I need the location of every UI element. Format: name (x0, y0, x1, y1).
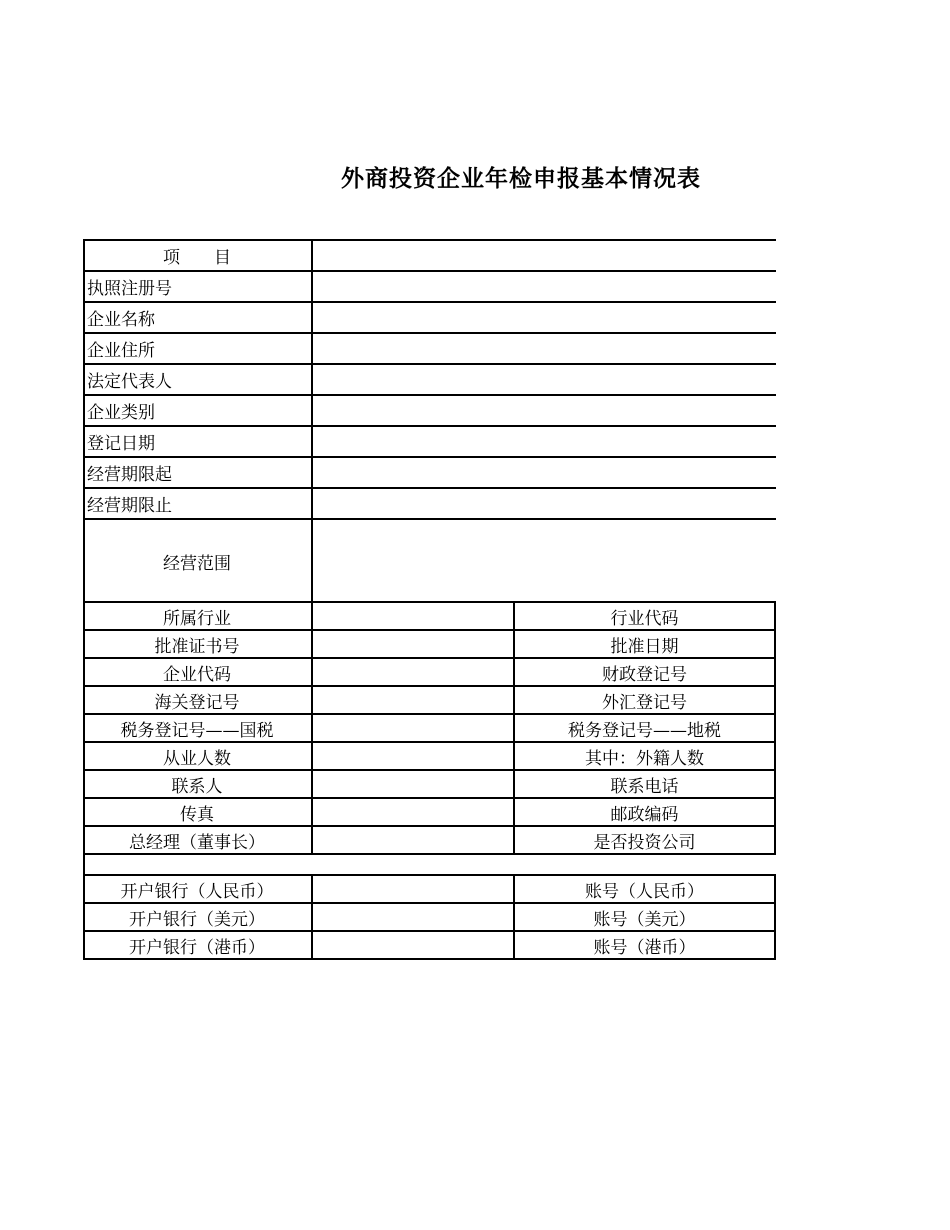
row-border (83, 853, 776, 855)
field-label: 法定代表人 (87, 371, 172, 392)
bank-left-value[interactable] (313, 904, 513, 930)
paired-left-value[interactable] (313, 603, 513, 629)
field-label: 企业名称 (87, 309, 155, 330)
paired-right-label: 财政登记号 (602, 664, 687, 685)
col-border (311, 239, 313, 855)
bank-right-label: 账号（美元） (593, 909, 696, 930)
right-border (774, 874, 776, 960)
field-value[interactable] (313, 302, 774, 332)
bank-left-label: 开户银行（港币） (129, 937, 265, 958)
page-title: 外商投资企业年检申报基本情况表 (341, 165, 701, 192)
field-value[interactable] (313, 426, 774, 456)
paired-right-label: 邮政编码 (610, 804, 679, 825)
paired-right-label: 行业代码 (610, 608, 679, 629)
paired-left-value[interactable] (313, 631, 513, 657)
business-scope-value[interactable] (313, 520, 774, 602)
bank-left-value[interactable] (313, 876, 513, 902)
col-border (513, 874, 515, 960)
col-border (311, 874, 313, 960)
paired-right-label: 批准日期 (610, 636, 679, 657)
bank-left-value[interactable] (313, 932, 513, 958)
col-border (513, 601, 515, 855)
bank-right-label: 账号（人民币） (585, 881, 704, 902)
business-scope-label: 经营范围 (163, 553, 231, 574)
paired-right-label: 其中：外籍人数 (585, 748, 704, 769)
paired-left-label: 税务登记号——国税 (120, 720, 274, 741)
bank-right-label: 账号（港币） (593, 937, 696, 958)
field-value[interactable] (313, 271, 774, 301)
field-value[interactable] (313, 333, 774, 363)
paired-left-label: 企业代码 (163, 664, 231, 685)
field-value[interactable] (313, 364, 774, 394)
paired-left-value[interactable] (313, 799, 513, 825)
paired-right-label: 税务登记号——地税 (568, 720, 721, 741)
paired-left-value[interactable] (313, 715, 513, 741)
paired-left-value[interactable] (313, 827, 513, 853)
paired-left-value[interactable] (313, 771, 513, 797)
paired-left-value[interactable] (313, 687, 513, 713)
paired-left-label: 批准证书号 (154, 636, 240, 657)
field-label: 执照注册号 (87, 278, 172, 299)
paired-left-label: 传真 (180, 804, 214, 825)
field-value[interactable] (313, 395, 774, 425)
paired-left-label: 从业人数 (163, 748, 231, 769)
paired-left-label: 所属行业 (163, 608, 231, 629)
row-border (83, 958, 776, 960)
header-label: 项 目 (163, 247, 231, 268)
field-value[interactable] (313, 488, 774, 518)
field-label: 企业住所 (87, 340, 155, 361)
bank-left-label: 开户银行（美元） (129, 909, 265, 930)
bank-left-label: 开户银行（人民币） (120, 881, 274, 902)
paired-left-label: 总经理（董事长） (129, 832, 265, 853)
left-border (83, 239, 85, 960)
field-label: 企业类别 (87, 402, 155, 423)
right-border (774, 601, 776, 855)
field-label: 经营期限起 (87, 464, 172, 485)
paired-left-value[interactable] (313, 659, 513, 685)
paired-left-label: 联系人 (171, 776, 223, 797)
field-label: 登记日期 (87, 433, 155, 454)
paired-left-label: 海关登记号 (154, 692, 240, 713)
header-value (313, 240, 774, 270)
field-label: 经营期限止 (87, 495, 172, 516)
paired-right-label: 联系电话 (610, 776, 679, 797)
paired-left-value[interactable] (313, 743, 513, 769)
paired-right-label: 是否投资公司 (593, 832, 696, 853)
field-value[interactable] (313, 457, 774, 487)
paired-right-label: 外汇登记号 (602, 692, 687, 713)
